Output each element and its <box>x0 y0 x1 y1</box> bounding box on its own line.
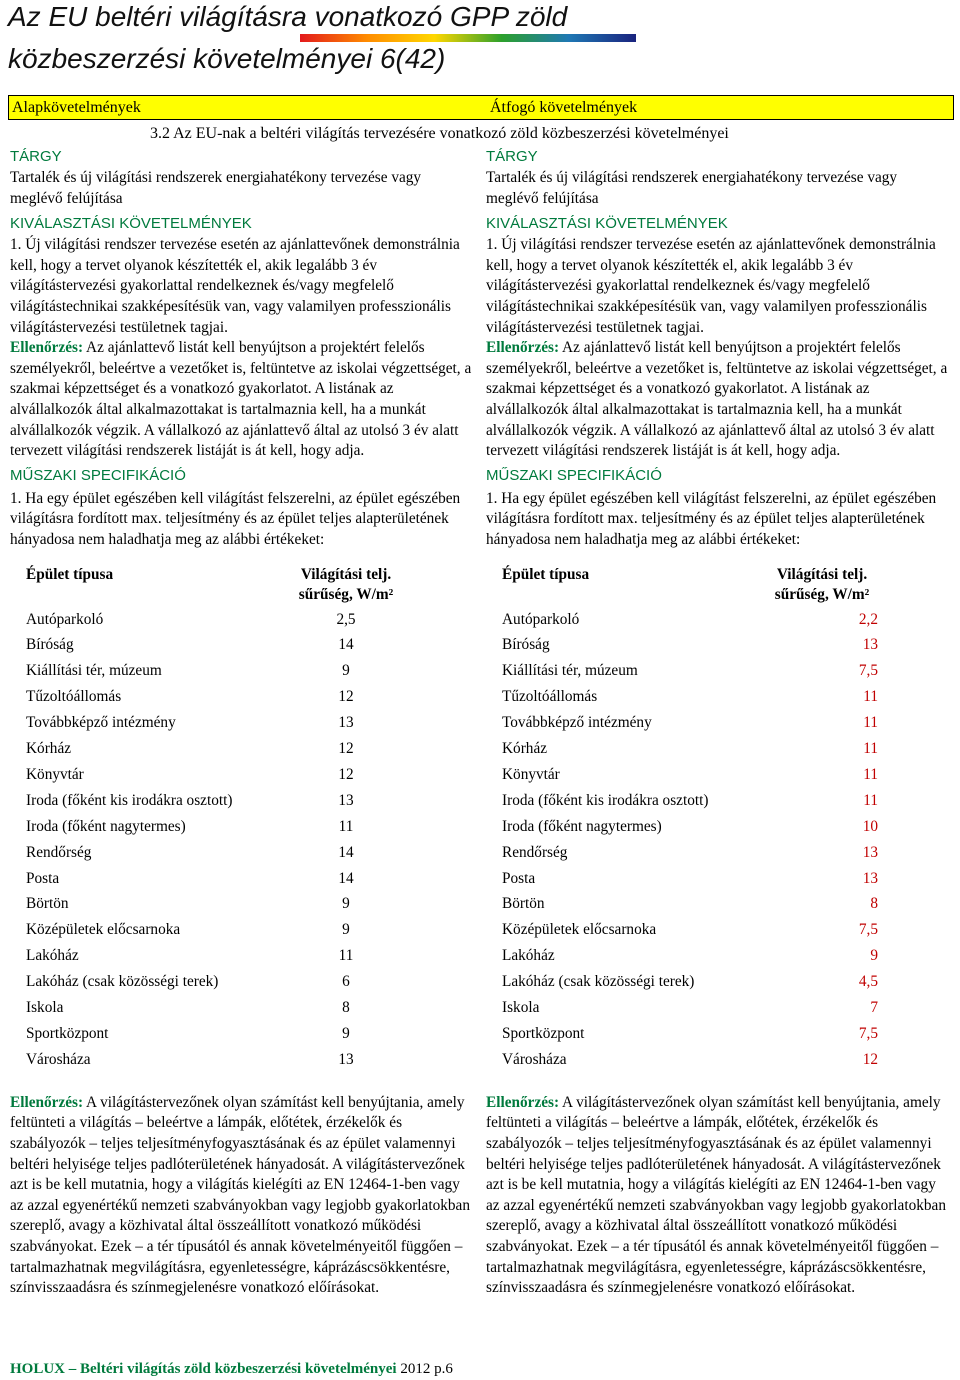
building-type-cell: Posta <box>502 869 536 887</box>
building-type-cell: Lakóház <box>26 947 79 965</box>
density-value-cell: 11 <box>338 817 354 835</box>
building-type-cell: Iskola <box>502 999 540 1017</box>
table-row <box>502 891 882 917</box>
table-row <box>502 736 882 762</box>
building-type-cell: Középületek előcsarnoka <box>502 921 657 939</box>
table-row <box>26 969 406 995</box>
selection-heading: KIVÁLASZTÁSI KÖVETELMÉNYEK <box>10 215 252 233</box>
table-row <box>26 762 406 788</box>
verification2-text: A világítástervezőnek olyan számítást kell benyújtania, amely feltünteti a világítás – beleértve a lámpák, előtétek, érzékelők és szabályozók – teljes teljesítményfogyasztásának és az épület valamennyi beltéri helyisége teljes padlóterületének hányadosát. A világítástervezőnek azt is be kell mutatnia, hogy a világítás kielégíti az EN 12464-1-ben vagy az azzal egyenértékű nemzeti szabványokban vagy legjobb gyakorlatokban szereplő, avagy a közhivatal által összeállított vonatkozó működési szabványokat. Ezek – a tér típusától és annak követelményeitől függően – tartalmazhatnak megvilágításra, egyenletességre, káprázáscsökkentésre, színvisszaadásra és színmegjelenésre vonatkozó előírásokat. <box>10 1093 470 1297</box>
building-type-cell: Bíróság <box>26 636 74 654</box>
density-value-cell: 14 <box>338 843 354 861</box>
building-type-cell: Lakóház (csak közösségi terek) <box>26 973 219 991</box>
density-value-cell: 9 <box>342 895 350 913</box>
table-row <box>26 684 406 710</box>
building-type-cell: Kórház <box>502 740 548 758</box>
footer-brand: HOLUX <box>10 1361 66 1377</box>
building-type-cell: Könyvtár <box>26 765 84 783</box>
building-type-cell: Továbbképző intézmény <box>26 714 176 732</box>
density-value-cell: 12 <box>862 1050 878 1068</box>
verification-paragraph <box>10 338 476 462</box>
comprehensive-criteria-column <box>486 146 948 1299</box>
density-value-cell: 7,5 <box>858 1025 878 1042</box>
table-row <box>26 891 406 917</box>
density-value-cell: 9 <box>342 921 350 939</box>
density-value-cell: 9 <box>342 1025 350 1042</box>
table-row <box>26 866 406 892</box>
spec-heading: MŰSZAKI SPECIFIKÁCIÓ <box>10 466 186 484</box>
table-row <box>502 866 882 892</box>
table-row <box>26 710 406 736</box>
building-type-cell: Sportközpont <box>26 1025 109 1042</box>
footer-text: – Beltéri világítás zöld közbeszerzési követelményei <box>65 1361 397 1377</box>
building-type-cell: Iroda (főként nagytermes) <box>26 817 186 835</box>
density-value-cell: 12 <box>338 688 354 706</box>
table-row <box>26 1047 406 1073</box>
density-value-cell: 8 <box>342 999 350 1017</box>
building-type-cell: Kórház <box>26 740 72 758</box>
table-header-density: Világítási telj. sűrűség, W/m² <box>298 565 394 603</box>
table-row <box>26 840 406 866</box>
density-value-cell: 13 <box>862 843 878 861</box>
verification-text: Az ajánlattevő listát kell benyújtson a projektért felelős személyekről, beleértve a vezetőket is, feltüntetve az iskolai végzettséget, a szakmai képzettséget és a vonatkozó gyakorlatot. A listának az alvállalkozók által alkalmazottakat is tartalmaznia kell, ha a munkát alvállalkozók végzik. A vállalkozó az ajánlattevő által az utolsó 3 év alatt tervezett világítási rendszerek listáját is át kell, hogy adja. <box>10 339 472 460</box>
table-row <box>26 995 406 1021</box>
spec-heading: MŰSZAKI SPECIFIKÁCIÓ <box>486 466 662 484</box>
page-title-line2: közbeszerzési követelményei 6(42) <box>8 43 446 74</box>
table-row <box>502 1047 882 1073</box>
building-type-cell: Kiállítási tér, múzeum <box>502 662 638 680</box>
building-type-cell: Autóparkoló <box>502 610 580 628</box>
table-row <box>26 736 406 762</box>
building-type-cell: Iroda (főként nagytermes) <box>502 817 662 835</box>
building-type-cell: Posta <box>26 869 60 887</box>
title-color-bar <box>300 34 636 42</box>
building-type-cell: Iroda (főként kis irodákra osztott) <box>26 791 233 809</box>
density-value-cell: 6 <box>342 973 350 991</box>
table-row <box>502 607 882 633</box>
verification-text: Az ajánlattevő listát kell benyújtson a projektért felelős személyekről, beleértve a vezetőket is, feltüntetve az iskolai végzettséget, a szakmai képzettséget és a vonatkozó gyakorlatot. A listának az alvállalkozók által alkalmazottakat is tartalmaznia kell, ha a munkát alvállalkozók végzik. A vállalkozó az ajánlattevő által az utolsó 3 év alatt tervezett világítási rendszerek listáját is át kell, hogy adja. <box>486 339 948 460</box>
building-type-cell: Továbbképző intézmény <box>502 714 652 732</box>
building-type-cell: Iroda (főként kis irodákra osztott) <box>502 791 709 809</box>
building-type-cell: Tűzoltóállomás <box>26 688 122 706</box>
table-row <box>502 969 882 995</box>
table-row <box>502 917 882 943</box>
selection-text: 1. Új világítási rendszer tervezése esetén az ajánlattevőnek demonstrálnia kell, hogy a tervet olyanok készítették el, akik legalább 3 év világítástervezési gyakorlattal rendelkeznek és/vagy megfelelő világítástechnikai szakképesítésük van, vagy valamilyen professzionális világítástervezési testületnek tagjai. <box>10 236 460 336</box>
table-row <box>26 814 406 840</box>
density-value-cell: 2,5 <box>336 610 356 628</box>
density-value-cell: 7,5 <box>858 921 878 939</box>
table-row <box>502 710 882 736</box>
density-value-cell: 11 <box>863 714 878 732</box>
verification2-text: A világítástervezőnek olyan számítást kell benyújtania, amely feltünteti a világítás – beleértve a lámpák, előtétek, érzékelők és szabályozók – teljes teljesítményfogyasztásának és az épület valamennyi beltéri helyisége teljes padlóterületének hányadosát. A világítástervezőnek azt is be kell mutatnia, hogy a világítás kielégíti az EN 12464-1-ben vagy az azzal egyenértékű nemzeti szabványokban vagy legjobb gyakorlatokban szereplő, avagy a közhivatal által összeállított vonatkozó működési szabványokat. Ezek – a tér típusától és annak követelményeitől függően – tartalmazhatnak megvilágításra, egyenletességre, káprázáscsökkentésre, színvisszaadásra és színmegjelenésre vonatkozó előírásokat. <box>486 1093 946 1297</box>
density-value-cell: 11 <box>863 688 878 706</box>
table-row <box>502 1021 882 1047</box>
page-title-line1: Az EU beltéri világításra vonatkozó GPP zöld <box>8 1 568 32</box>
table-row <box>502 814 882 840</box>
core-criteria-label: Alapkövetelmények <box>12 99 141 116</box>
subject-text: Tartalék és új világítási rendszerek energiahatékony tervezése vagy meglévő felújítása <box>10 169 422 207</box>
density-value-cell: 2,2 <box>858 610 878 628</box>
building-type-cell: Börtön <box>502 895 545 913</box>
comprehensive-criteria-label: Átfogó követelmények <box>490 99 638 116</box>
building-type-cell: Bíróság <box>502 636 550 654</box>
building-type-cell: Lakóház <box>502 947 555 965</box>
verification2-paragraph <box>10 1093 476 1299</box>
table-header-building-type: Épület típusa <box>26 565 114 583</box>
building-type-cell: Sportközpont <box>502 1025 585 1042</box>
density-value-cell: 11 <box>863 791 878 809</box>
core-criteria-column <box>10 146 476 1299</box>
subject-heading: TÁRGY <box>10 148 62 165</box>
verification2-label: Ellenőrzés: <box>10 1093 84 1111</box>
building-type-cell: Városháza <box>502 1050 567 1068</box>
table-row <box>26 632 406 658</box>
power-density-table <box>502 561 882 1073</box>
requirements-header-bar <box>8 95 954 120</box>
verification-label: Ellenőrzés: <box>10 339 84 357</box>
table-row <box>502 840 882 866</box>
density-value-cell: 8 <box>870 895 878 913</box>
table-row <box>502 788 882 814</box>
building-type-cell: Városháza <box>26 1050 91 1068</box>
table-row <box>26 607 406 633</box>
table-header-density: Világítási telj. sűrűség, W/m² <box>774 565 870 603</box>
density-value-cell: 13 <box>862 869 878 887</box>
density-value-cell: 13 <box>338 714 354 732</box>
density-value-cell: 13 <box>338 1050 354 1068</box>
building-type-cell: Kiállítási tér, múzeum <box>26 662 162 680</box>
building-type-cell: Börtön <box>26 895 69 913</box>
building-type-cell: Tűzoltóállomás <box>502 688 598 706</box>
verification-label: Ellenőrzés: <box>486 339 560 357</box>
density-value-cell: 12 <box>338 765 354 783</box>
table-row <box>502 684 882 710</box>
power-density-table <box>26 561 406 1073</box>
building-type-cell: Rendőrség <box>26 843 92 861</box>
table-row <box>26 788 406 814</box>
table-row <box>502 632 882 658</box>
verification-paragraph <box>486 338 948 462</box>
section-title: 3.2 Az EU-nak a beltéri világítás tervezésére vonatkozó zöld közbeszerzési követelményei <box>150 125 729 142</box>
density-value-cell: 11 <box>863 765 878 783</box>
density-value-cell: 9 <box>870 947 878 965</box>
verification2-paragraph <box>486 1093 948 1299</box>
building-type-cell: Lakóház (csak közösségi terek) <box>502 973 695 991</box>
building-type-cell: Rendőrség <box>502 843 568 861</box>
table-row <box>502 943 882 969</box>
spec-text: 1. Ha egy épület egészében kell világítást felszerelni, az épület egészében világításra fordított max. teljesítmény és az épület teljes alapterületének hányadosa nem haladhatja meg az alábbi értékeket: <box>486 489 937 548</box>
building-type-cell: Autóparkoló <box>26 610 104 628</box>
density-value-cell: 7,5 <box>858 662 878 680</box>
table-row <box>502 995 882 1021</box>
building-type-cell: Iskola <box>26 999 64 1017</box>
table-row <box>26 917 406 943</box>
spec-text: 1. Ha egy épület egészében kell világítást felszerelni, az épület egészében világításra fordított max. teljesítmény és az épület teljes alapterületének hányadosa nem haladhatja meg az alábbi értékeket: <box>10 489 461 548</box>
density-value-cell: 12 <box>338 740 354 758</box>
page-footer <box>10 1359 453 1379</box>
selection-text: 1. Új világítási rendszer tervezése esetén az ajánlattevőnek demonstrálnia kell, hogy a tervet olyanok készítették el, akik legalább 3 év világítástervezési gyakorlattal rendelkeznek és/vagy megfelelő világítástechnikai szakképesítésük van, vagy valamilyen professzionális világítástervezési testületnek tagjai. <box>486 236 936 336</box>
table-row <box>502 658 882 684</box>
table-row <box>26 1021 406 1047</box>
verification2-label: Ellenőrzés: <box>486 1093 560 1111</box>
density-value-cell: 14 <box>338 636 354 654</box>
building-type-cell: Könyvtár <box>502 765 560 783</box>
density-value-cell: 13 <box>338 791 354 809</box>
density-value-cell: 11 <box>338 947 354 965</box>
table-header-building-type: Épület típusa <box>502 565 590 583</box>
density-value-cell: 10 <box>862 817 878 835</box>
density-value-cell: 9 <box>342 662 350 680</box>
table-row <box>26 943 406 969</box>
density-value-cell: 7 <box>870 999 878 1017</box>
building-type-cell: Középületek előcsarnoka <box>26 921 181 939</box>
subject-heading: TÁRGY <box>486 148 538 165</box>
density-value-cell: 11 <box>863 740 878 758</box>
density-value-cell: 14 <box>338 869 354 887</box>
table-row <box>502 762 882 788</box>
density-value-cell: 4,5 <box>858 973 878 991</box>
table-row <box>26 658 406 684</box>
selection-heading: KIVÁLASZTÁSI KÖVETELMÉNYEK <box>486 215 728 233</box>
subject-text: Tartalék és új világítási rendszerek energiahatékony tervezése vagy meglévő felújítása <box>486 169 898 207</box>
footer-page: 2012 p.6 <box>396 1361 453 1377</box>
density-value-cell: 13 <box>862 636 878 654</box>
